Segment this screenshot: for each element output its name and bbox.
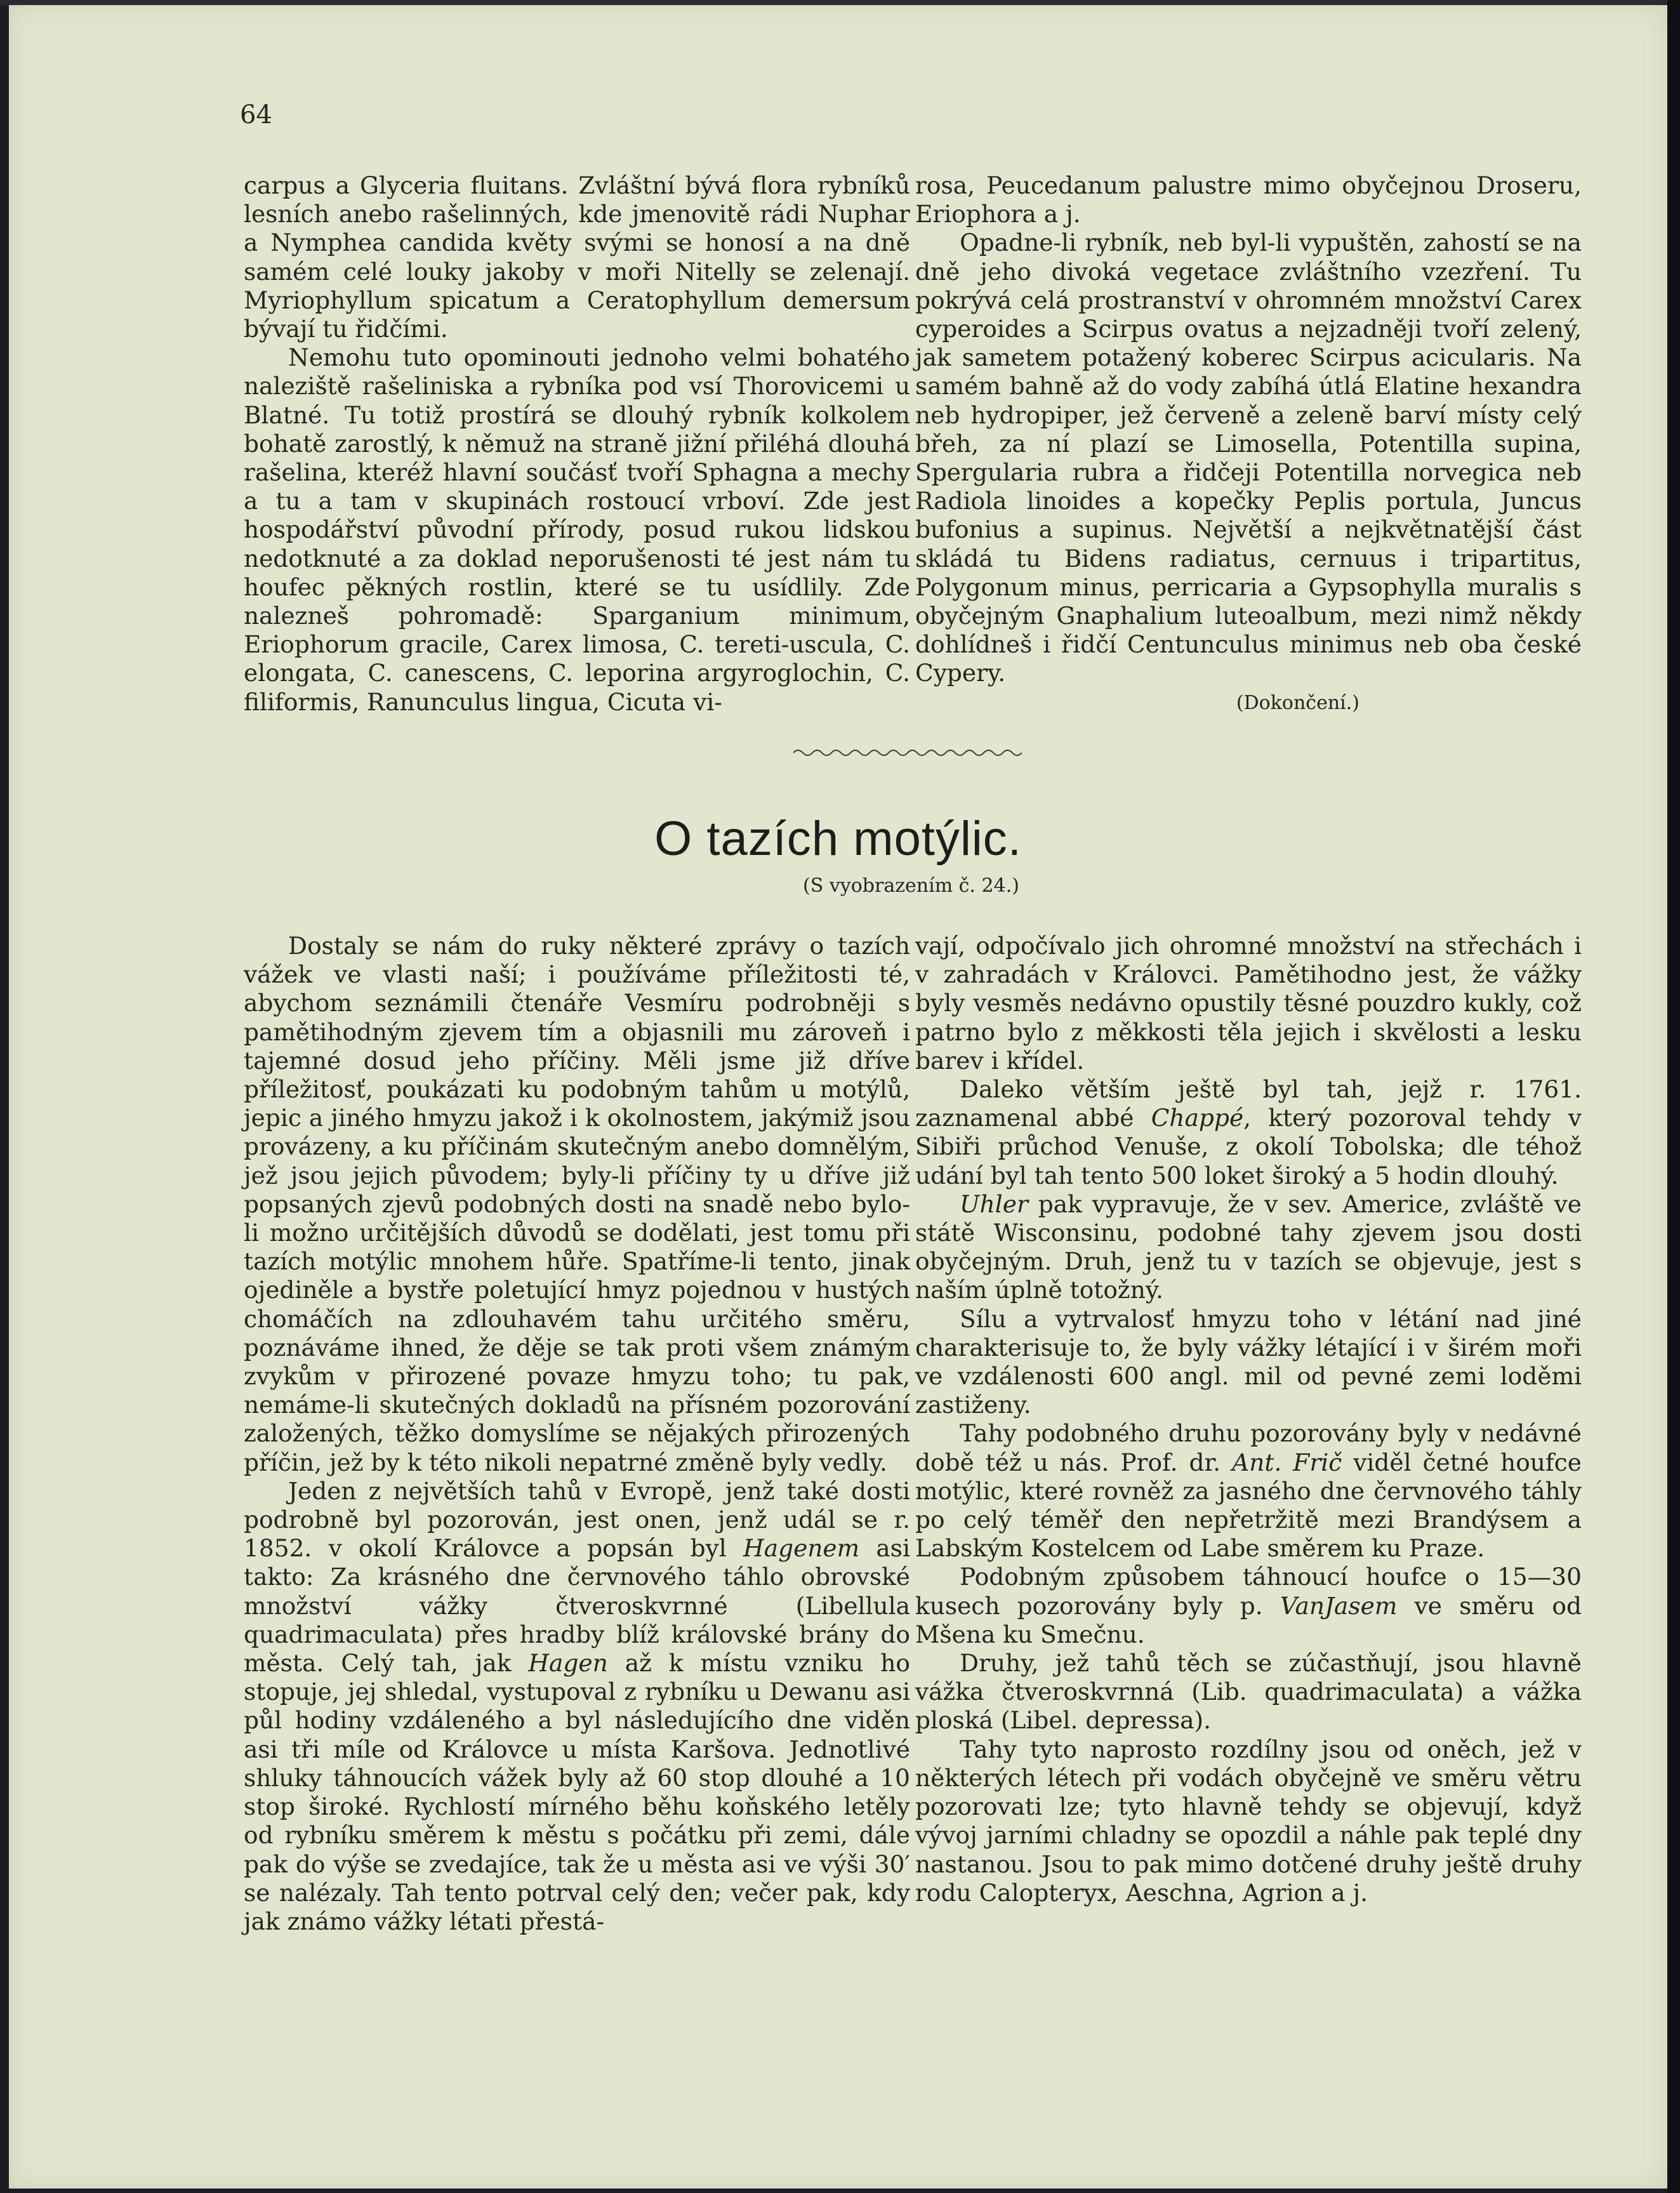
section-a-left-column: [244, 171, 910, 717]
paragraph: Dostaly se nám do ruky některé zprávy o tazích vážek ve vlasti naší; i používáme příležitosti té, abychom seznámili čtenáře Vesmíru podrobněji s pamětihodným zjevem tím a objasnili mu zároveň i tajemné dosud jeho příčiny. Měli jsme již dříve příležitosť, poukázati ku podobným tahům u motýlů, jepic a jiného hmyzu jakož i k okolnostem, jakýmiž jsou provázeny, a ku příčinám skutečným anebo domnělým, jež jsou jejich původem; byly-li příčiny ty u dříve již popsaných zjevů podobných dosti na snadě nebo bylo-li možno určitějších důvodů se dodělati, jest tomu při tazích motýlic mnohem hůře. Spatříme-li tento, jinak ojediněle a bystře poletující hmyz pojednou v hustých chomáčích na zdlouhavém tahu určitého směru, poznáváme ihned, že děje se tak proti všem známým zvykům v přirozené povaze hmyzu toho; tu pak, nemáme-li skutečných dokladů na přísném pozorování založených, těžko domyslíme se nějakých přirozených příčin, jež by k této nikoli nepatrné změně byly vedly.: [244, 932, 910, 1476]
paragraph: carpus a Glyceria fluitans. Zvláštní bývá flora rybníků lesních anebo rašelinných, kde jmenovitě rádi Nuphar a Nymphea candida květy svými se honosí a na dně samém celé louky jakoby v moři Nitelly se zelenají. Myriophyllum spicatum a Ceratophyllum demersum bývají tu řidčími.: [244, 171, 910, 343]
text-run: asi takto: Za krásného dne červnového táhlo obrovské množství vážky čtveroskvrnné (Libellula quadrimaculata) přes hradby blíž královské brány do města. Celý tah, jak: [244, 1534, 910, 1678]
author-name: Hagen: [528, 1649, 608, 1678]
author-name: Uhler: [960, 1189, 1028, 1218]
text-run: ve směru od Mšena ku Smečnu.: [915, 1591, 1582, 1648]
article-subtitle: (S vyobrazením č. 24.): [803, 875, 1019, 897]
scan-right-edge: [1667, 0, 1680, 2193]
paragraph: rosa, Peucedanum palustre mimo obyčejnou Droseru, Eriophora a j.: [915, 171, 1582, 229]
paragraph: [915, 1075, 1582, 1190]
page-number: 64: [240, 100, 272, 129]
author-name: Hagenem: [743, 1534, 860, 1563]
paragraph: Druhy, jež tahů těch se zúčastňují, jsou hlavně vážka čtveroskvrnná (Lib. quadrimaculata) a vážka ploská (Libel. depressa).: [915, 1649, 1582, 1735]
paragraph: Sílu a vytrvalosť hmyzu toho v létání nad jiné charakterisuje to, že byly vážky létající i v širém moři ve vzdálenosti 600 angl. mil od pevné zemi loděmi zastiženy.: [915, 1304, 1582, 1419]
author-name: Ant. Frič: [1232, 1448, 1342, 1476]
text-run: viděl četné houfce motýlic, které rovněž za jasného dne červnového táhly po celý téměř den nepřetržitě mezi Brandýsem a Labským Kostelcem od Labe směrem ku Praze.: [915, 1448, 1582, 1563]
text-run: pak vypravuje, že v sev. Americe, zvláště ve státě Wisconsinu, podobné tahy zjevem jsou dosti obyčejným. Druh, jenž tu v tazích se objevuje, jest s naším úplně totožný.: [915, 1189, 1582, 1304]
text-run: až k místu vzniku ho stopuje, jej shledal, vystupoval z rybníku u Dewanu asi půl hodiny vzdáleného a byl následujícího dne viděn asi tři míle od Královce u místa Karšova. Jednotlivé shluky táhnoucích vážek byly až 60 stop dlouhé a 10 stop široké. Rychlostí mírného běhu koňského letěly od rybníku směrem k městu s počátku při zemi, dále pak do výše se zvedajíce, tak že u města asi ve výši 30′ se nalézaly. Tah tento potrval celý den; večer pak, kdy jak známo vážky létati přestá-: [244, 1649, 910, 1935]
article-title: O tazích motýlic.: [654, 812, 1022, 866]
text-run: Jeden z největších tahů v Evropě, jenž také dosti podrobně byl pozorován, jest onen, jenž udál se r. 1852. v okolí Královce a popsán byl: [244, 1476, 910, 1563]
paragraph: [915, 1419, 1582, 1563]
scan-top-edge: [0, 0, 1680, 5]
text-run: Podobným způsobem táhnoucí houfce o 15—30 kusech pozorovány byly p.: [915, 1563, 1582, 1620]
article-left-column: [244, 932, 910, 1936]
paragraph: Opadne-li rybník, neb byl-li vypuštěn, zahostí se na dně jeho divoká vegetace zvláštního vzezření. Tu pokrývá celá prostranství v ohromném množství Carex cyperoides a Scirpus ovatus a nejzadněji tvoří zelený, jak sametem potažený koberec Scirpus acicularis. Na samém bahně až do vody zabíhá útlá Elatine hexandra neb hydropiper, jež červeně a zeleně barví místy celý břeh, za ní plazí se Limosella, Potentilla supina, Spergularia rubra a řidčeji Potentilla norvegica neb Radiola linoides a kopečky Peplis portula, Juncus bufonius a supinus. Největší a nejkvětnatější část skládá tu Bidens radiatus, cernuus i tripartitus, Polygonum minus, perricaria a Gypsophylla muralis s obyčejným Gnaphalium luteoalbum, mezi nimž někdy dohlídneš i řidčí Centunculus minimus neb oba české Cypery.: [915, 229, 1582, 687]
paragraph: Nemohu tuto opominouti jednoho velmi bohatého naleziště rašeliniska a rybníka pod vsí Thorovicemi u Blatné. Tu totiž prostírá se dlouhý rybník kolkolem bohatě zarostlý, k němuž na straně jižní přiléhá dlouhá rašelina, kteréž hlavní součásť tvoří Sphagna a mechy a tu a tam v skupinách rostoucí vrboví. Zde jest hospodářství původní přírody, posud rukou lidskou nedotknuté a za doklad neporušenosti té jest nám tu houfec pěkných rostlin, které se tu usídlily. Zde nalezneš pohromadě: Sparganium minimum, Eriophorum gracile, Carex limosa, C. tereti-uscula, C. elongata, C. canescens, C. leporina argyroglochin, C. filiformis, Ranunculus lingua, Cicuta vi-: [244, 343, 910, 716]
paragraph: vají, odpočívalo jich ohromné množství na střechách i v zahradách v Královci. Pamětihodno jest, že vážky byly vesměs nedávno opustily těsné pouzdro kukly, což patrno bylo z měkkosti těla jejich i skvělosti a lesku barev i křídel.: [915, 932, 1582, 1075]
text-run: , který pozoroval tehdy v Sibiři průchod Venuše, z okolí Tobolska; dle téhož udání byl tah tento 500 loket široký a 5 hodin dlouhý.: [915, 1104, 1582, 1189]
article-right-column: [915, 932, 1582, 1907]
paragraph: [915, 1563, 1582, 1649]
paragraph: [915, 1190, 1582, 1305]
author-name: Chappé: [1151, 1104, 1244, 1132]
author-name: VanJasem: [1280, 1591, 1398, 1620]
wavy-divider: [793, 746, 1022, 759]
text-run: Tahy podobného druhu pozorovány byly v nedávné době též u nás. Prof. dr.: [915, 1419, 1582, 1476]
text-run: Daleko větším ještě byl tah, jejž r. 1761. zaznamenal abbé: [915, 1075, 1582, 1132]
document-page: [9, 5, 1667, 2189]
continued-note: (Dokončení.): [1236, 691, 1359, 714]
section-a-right-column: [915, 171, 1582, 719]
paragraph: Tahy tyto naprosto rozdílny jsou od oněch, jež v některých létech při vodách obyčejně ve směru větru pozorovati lze; tyto hlavně tehdy se objevují, když vývoj jarními chladny se opozdil a náhle pak teplé dny nastanou. Jsou to pak mimo dotčené druhy ještě druhy rodu Calopteryx, Aeschna, Agrion a j.: [915, 1735, 1582, 1907]
paragraph: [244, 1477, 910, 1936]
